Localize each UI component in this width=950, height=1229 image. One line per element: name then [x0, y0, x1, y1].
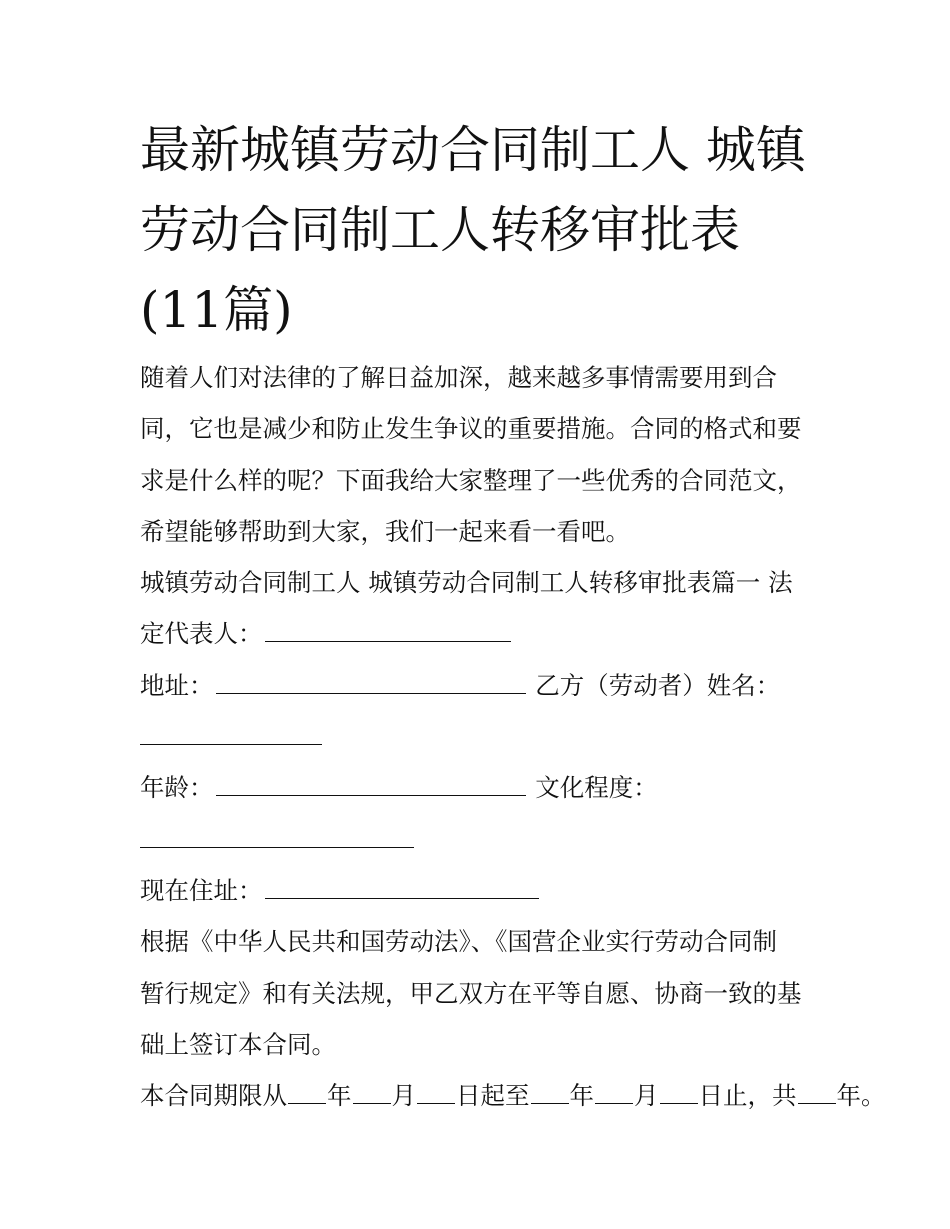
- age-blank: [216, 773, 526, 796]
- term-end-day-blank: [660, 1081, 698, 1104]
- term-start-month-label: 月: [391, 1081, 416, 1111]
- term-day-from-label: 日起至: [456, 1081, 530, 1111]
- term-prefix: 本合同期限从: [140, 1081, 287, 1111]
- term-start-year-label: 年: [327, 1081, 352, 1111]
- current-address-blank: [265, 876, 539, 899]
- term-end-year-blank: [531, 1081, 569, 1104]
- term-day-to-label: 日止，共: [698, 1081, 797, 1111]
- address-label: 地址：: [140, 670, 214, 700]
- name-blank-row: [140, 711, 820, 762]
- education-label: 文化程度：: [535, 773, 658, 803]
- address-row: [140, 660, 820, 711]
- intro-line-4: 希望能够帮助到大家，我们一起来看一看吧。: [140, 516, 630, 546]
- basis-line-3: 础上签订本合同。: [140, 1029, 336, 1059]
- current-address-row: [140, 865, 820, 916]
- section-heading: 城镇劳动合同制工人 城镇劳动合同制工人转移审批表篇一 法: [140, 568, 793, 598]
- legal-rep-blank: [265, 619, 511, 642]
- document-title: 最新城镇劳动合同制工人 城镇劳动合同制工人转移审批表(11篇): [140, 121, 806, 339]
- term-start-day-blank: [417, 1081, 455, 1104]
- age-label: 年龄：: [140, 773, 214, 803]
- term-row: [140, 1070, 886, 1121]
- term-start-year-blank: [288, 1081, 326, 1104]
- intro-line-1: 随着人们对法律的了解日益加深，越来越多事情需要用到合: [140, 363, 777, 392]
- education-blank-row: [140, 814, 820, 865]
- legal-rep-row: [140, 608, 820, 659]
- education-blank: [140, 825, 414, 848]
- basis-line-2: 暂行规定》和有关法规，甲乙双方在平等自愿、协商一致的基: [140, 978, 802, 1008]
- document-body: [140, 352, 886, 1121]
- term-start-month-blank: [353, 1081, 391, 1104]
- party-b-name-label: 乙方（劳动者）姓名：: [535, 670, 781, 700]
- term-year-end-label: 年。: [836, 1081, 886, 1111]
- basis-line-1: 根据《中华人民共和国劳动法》、《国营企业实行劳动合同制: [140, 927, 777, 957]
- term-end-month-blank: [595, 1081, 633, 1104]
- address-blank: [216, 671, 526, 694]
- age-row: [140, 762, 820, 813]
- current-address-label: 现在住址：: [140, 875, 263, 905]
- term-total-years-blank: [798, 1081, 836, 1104]
- term-end-month-label: 月: [634, 1081, 659, 1111]
- term-end-year-label: 年: [569, 1081, 594, 1111]
- intro-line-3: 求是什么样的呢？下面我给大家整理了一些优秀的合同范文，: [140, 465, 802, 495]
- legal-rep-label: 定代表人：: [140, 619, 263, 649]
- party-b-name-blank: [140, 722, 322, 745]
- intro-line-2: 同，它也是减少和防止发生争议的重要措施。合同的格式和要: [140, 414, 802, 444]
